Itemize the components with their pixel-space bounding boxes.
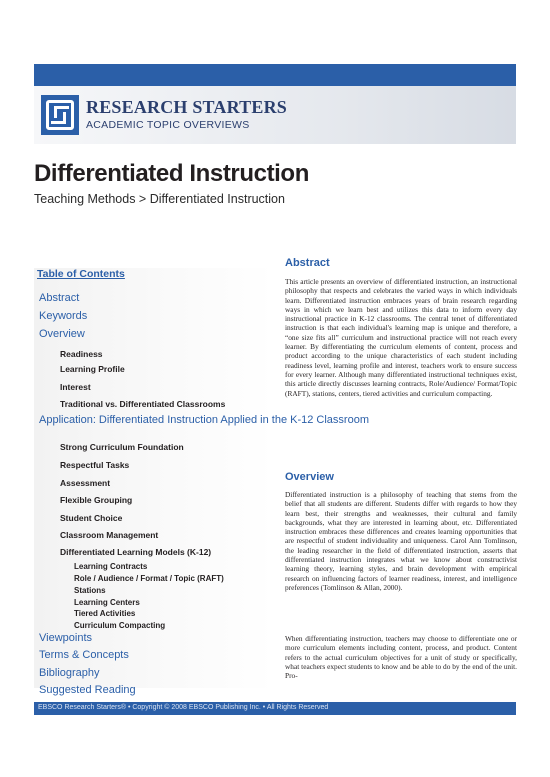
toc-link[interactable]: Application: Differentiated Instruction Applied in the K-12 Classroom <box>39 414 369 426</box>
toc-link[interactable]: Bibliography <box>39 667 100 679</box>
toc-item-keywords[interactable] <box>39 310 87 322</box>
toc-title: Table of Contents <box>37 268 125 280</box>
footer-bar <box>34 702 516 715</box>
toc-link[interactable]: Assessment <box>60 478 111 488</box>
breadcrumb: Teaching Methods > Differentiated Instruction <box>34 192 285 206</box>
toc-item-tiered-activities[interactable] <box>74 608 135 620</box>
toc-link[interactable]: Tiered Activities <box>74 609 136 618</box>
overview-paragraph-1: Differentiated instruction is a philosophy of teaching that stems from the belief that all students are different. Students differ with regards to how they learn best, their strengths and weaknesses, their cultural and family backgrounds, what they are interested in learning about, etc. Differentiated instruction embraces these differences and creates learning opportunities that are respectful of student individuality and uniqueness. Carol Ann Tomlinson, the leading researcher in the field of differentiated instruction, asserts that differentiated instruction integrates what we know about constructivist learning theory, learning styles, and brain development with empirical research on influencing factors of learner readiness, interest, and intelligence preferences (Tomlinson & Allan, 2000). <box>285 490 517 592</box>
toc-item-respectful-tasks[interactable] <box>60 460 129 470</box>
research-starters-logo-icon <box>41 95 79 135</box>
series-subtitle: ACADEMIC TOPIC OVERVIEWS <box>86 119 250 131</box>
toc-link[interactable]: Terms & Concepts <box>39 649 129 661</box>
toc-item-bibliography[interactable] <box>39 667 100 679</box>
toc-link[interactable]: Respectful Tasks <box>60 460 130 470</box>
toc-item-terms-concepts[interactable] <box>39 649 129 661</box>
toc-link[interactable]: Keywords <box>39 310 88 322</box>
table-of-contents <box>34 268 369 696</box>
toc-item-interest[interactable] <box>60 382 91 392</box>
top-color-bar <box>34 64 516 86</box>
toc-link[interactable]: Learning Contracts <box>74 562 148 571</box>
toc-item-learning-models[interactable] <box>60 547 211 557</box>
toc-item-curriculum-compacting[interactable] <box>74 620 165 632</box>
toc-link[interactable]: Student Choice <box>60 513 123 523</box>
toc-list <box>34 268 369 696</box>
logo-mark <box>46 100 74 130</box>
toc-link[interactable]: Readiness <box>60 349 103 359</box>
toc-link[interactable]: Viewpoints <box>39 632 92 644</box>
toc-item-student-choice[interactable] <box>60 513 122 523</box>
toc-item-overview[interactable] <box>39 328 85 340</box>
toc-item-assessment[interactable] <box>60 478 110 488</box>
abstract-text: This article presents an overview of differentiated instruction, an instructional philosophy that respects and celebrates the varied ways in which individuals learn. Differentiated instruction embraces years of brain research regarding ways in which we learn best and utilizes this data to inform every day instructional practice in K-12 classrooms. The central tenet of differentiated instruction is that each individual's learning map is unique and therefore, a “one size fits all” curriculum and instructional practice will not reach every learner. By differentiating the curriculum elements of content, process and product according to the unique characteristics of each student including readiness level, learning profile and interest, teachers work to ensure success for every learner. Although many differentiated instructional techniques exist, this article directly discusses learning contracts, Role/Audience/ Format/Topic (RAFT), stations, centers, tiered activities and curriculum compacting. <box>285 277 517 398</box>
toc-link[interactable]: Traditional vs. Differentiated Classrooms <box>60 399 226 409</box>
overview-heading: Overview <box>285 471 334 483</box>
toc-item-learning-centers[interactable] <box>74 597 140 609</box>
toc-link[interactable]: Classroom Management <box>60 530 159 540</box>
series-title: RESEARCH STARTERS <box>86 97 287 117</box>
series-banner <box>34 86 516 144</box>
toc-link[interactable]: Suggested Reading <box>39 684 136 696</box>
toc-item-viewpoints[interactable] <box>39 632 92 644</box>
toc-link[interactable]: Flexible Grouping <box>60 495 133 505</box>
toc-link[interactable]: Curriculum Compacting <box>74 621 166 630</box>
toc-link[interactable]: Role / Audience / Format / Topic (RAFT) Stations <box>74 574 224 595</box>
toc-item-traditional-vs-differentiated[interactable] <box>60 399 225 409</box>
overview-paragraph-2: When differentiating instruction, teachers may choose to differentiate one or more curriculum elements including content, process, and product. Content refers to the actual curriculum objectives for a unit of study or specifically, what teachers expect students to know and be able to do by the end of the unit. Pro- <box>285 634 517 681</box>
toc-link[interactable]: Learning Centers <box>74 598 140 607</box>
toc-link[interactable]: Overview <box>39 328 85 340</box>
toc-link[interactable]: Abstract <box>39 292 80 304</box>
toc-item-strong-curriculum[interactable] <box>60 442 184 452</box>
toc-link[interactable]: Interest <box>60 382 91 392</box>
toc-item-abstract[interactable] <box>39 292 79 304</box>
toc-item-learning-contracts[interactable] <box>74 561 147 573</box>
toc-item-readiness[interactable] <box>60 349 103 359</box>
toc-link[interactable]: Differentiated Learning Models (K-12) <box>60 547 212 557</box>
abstract-heading: Abstract <box>285 257 330 269</box>
toc-item-application[interactable] <box>39 414 369 426</box>
toc-item-flexible-grouping[interactable] <box>60 495 132 505</box>
toc-link[interactable]: Strong Curriculum Foundation <box>60 442 184 452</box>
toc-item-classroom-management[interactable] <box>60 530 158 540</box>
toc-item-learning-profile[interactable] <box>60 364 125 374</box>
toc-item-suggested-reading[interactable] <box>39 684 136 696</box>
copyright-text: EBSCO Research Starters® • Copyright © 2008 EBSCO Publishing Inc. • All Rights Reserved <box>38 704 329 711</box>
toc-item-raft-stations[interactable] <box>74 573 224 596</box>
toc-link[interactable]: Learning Profile <box>60 364 125 374</box>
document-title: Differentiated Instruction <box>34 160 309 187</box>
